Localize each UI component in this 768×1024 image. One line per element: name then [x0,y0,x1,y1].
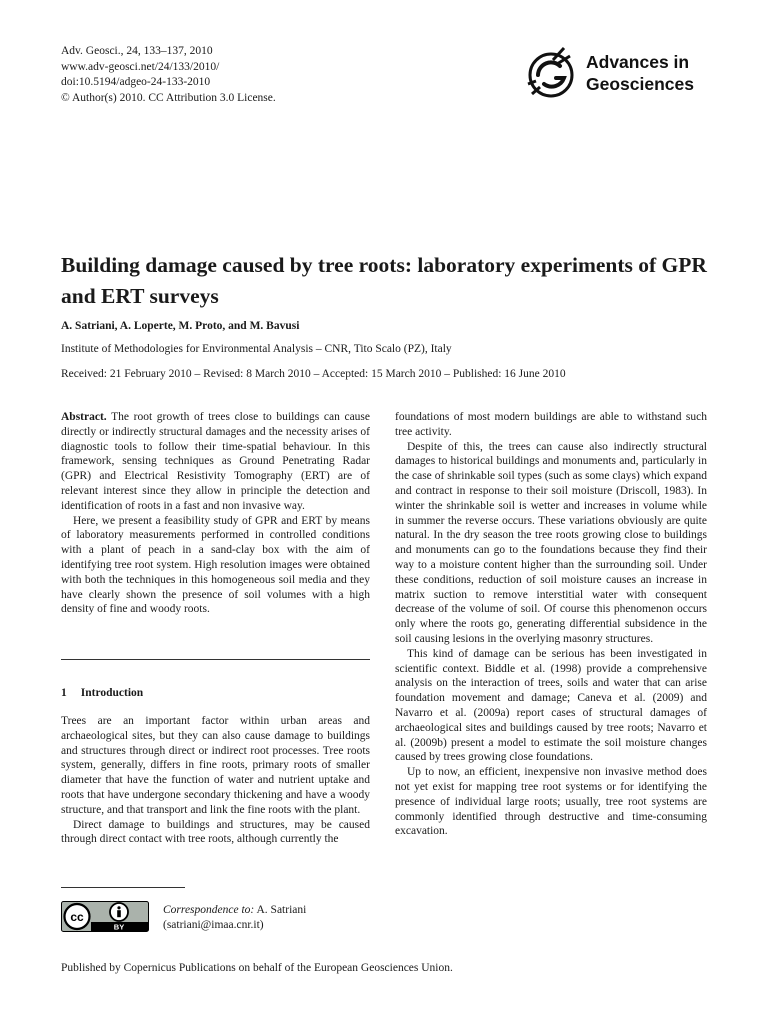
creative-commons-icon [61,901,149,932]
geosciences-logo-icon [524,44,580,102]
right-column-text [395,410,707,839]
right-paragraph-2: Despite of this, the trees can cause also indirectly structural damages to historical buildings and monuments and, particularly in the case of shrinkable soil types (such as some clays) which expand and contract in response to their soil moisture (Driscoll, 1983). In winter the shrinkable soil is wetter and increases in volume while in summer the reverse occurs. These variations obviously are quite natural. In the dry season the tree roots growing close to buildings and monuments can go to the foundations because they find their way to a moisture content higher than the surrounding soil. Under these conditions, reduction of soil moisture causes an increase in matrix suction to remove interstitial water with consequent decrease of the volume of soil. Of course this phenomenon occurs only where the roots go, generating differential subsidence in the soil causing lesions in the overlying masonry structures. [395,440,707,645]
abstract-label: Abstract. [61,411,107,423]
author-list: A. Satriani, A. Loperte, M. Proto, and M. Bavusi [61,320,300,332]
section-heading-introduction [61,687,143,699]
article-title: Building damage caused by tree roots: laboratory experiments of GPR and ERT surveys [61,253,707,308]
license-line: © Author(s) 2010. CC Attribution 3.0 License. [61,91,276,104]
intro-paragraph-2: Direct damage to buildings and structures, may be caused through direct contact with tree roots, although currently the [61,818,370,846]
journal-name [586,51,694,95]
journal-name-line1: Advances in [586,52,690,72]
article-url[interactable]: www.adv-geosci.net/24/133/2010/ [61,60,220,73]
abstract-text-1: The root growth of trees close to buildings can cause directly or indirectly structural damages and the necessity arises of diagnostic tools to follow their time-spatial behaviour. In this framework, sensing techniques as Ground Penetrating Radar (GPR) and Electrical Resistivity Tomography (ERT) are of relevant interest since they allow in principle the detection and identification of roots in a fast and non invasive way. [61,411,370,512]
license-badge-text: BY [113,922,125,932]
article-metadata [61,44,276,106]
citation: Adv. Geosci., 24, 133–137, 2010 [61,45,213,57]
section-number: 1 [61,687,67,699]
abstract [61,410,370,617]
correspondence [163,903,306,933]
svg-text:cc: cc [70,910,84,924]
right-paragraph-4: Up to now, an efficient, inexpensive non invasive method does not yet exist for mapping tree root systems or for identifying the presence of individual large roots; usually, tree root systems are commonly identified through destructive and time-consuming excavation. [395,766,707,838]
correspondence-label: Correspondence to: [163,904,255,916]
intro-paragraph-1: Trees are an important factor within urban areas and archaeological sites, but they can also cause damage to buildings and structures through direct or indirect root processes. Tree roots system, generally, differs in fine roots, primary roots of smaller diameter that have the function of water and nutrient uptake and roots that have undergone secondary thickening and have a woody structure, and that transport and link the fine roots with the plant. [61,715,370,816]
correspondence-name: A. Satriani [256,904,307,916]
introduction-text [61,714,370,847]
abstract-divider [61,659,370,660]
correspondence-line [163,903,306,918]
affiliation: Institute of Methodologies for Environmental Analysis – CNR, Tito Scalo (PZ), Italy [61,343,452,355]
right-paragraph-3: This kind of damage can be serious has been investigated in scientific context. Biddle et al. (1998) provide a comprehensive analysis on the interaction of trees, soils and water that can arise foundation movement and damage; Caneva et al. (2009) and Navarro et al. (2009a) report cases of structural damages of archaeological sites and buildings caused by tree roots; Navarro et al. (2009b) present a model to estimate the soil moisture changes caused by trees growing close foundations. [395,647,707,764]
section-title: Introduction [80,687,144,699]
journal-logo [524,44,714,102]
abstract-paragraph-1 [61,410,370,514]
correspondence-email[interactable]: (satriani@imaa.cnr.it) [163,919,264,931]
right-paragraph-1: foundations of most modern buildings are able to withstand such tree activity. [395,411,707,438]
journal-name-line2: Geosciences [586,74,694,94]
footnote-divider [61,887,185,888]
abstract-paragraph-2: Here, we present a feasibility study of GPR and ERT by means of laboratory measurements performed in controlled conditions with a plant of peach in a sand-clay box with the aim of identifying tree root system. High resolution images were obtained with both the techniques in this homogeneous soil media and they have clearly shown the presence of soil volumes with a high density of fine and woody roots. [61,514,370,616]
publication-dates: Received: 21 February 2010 – Revised: 8 March 2010 – Accepted: 15 March 2010 – Published: 16 June 2010 [61,368,566,380]
publisher-footer: Published by Copernicus Publications on behalf of the European Geosciences Union. [61,962,453,974]
doi[interactable]: doi:10.5194/adgeo-24-133-2010 [61,76,211,89]
